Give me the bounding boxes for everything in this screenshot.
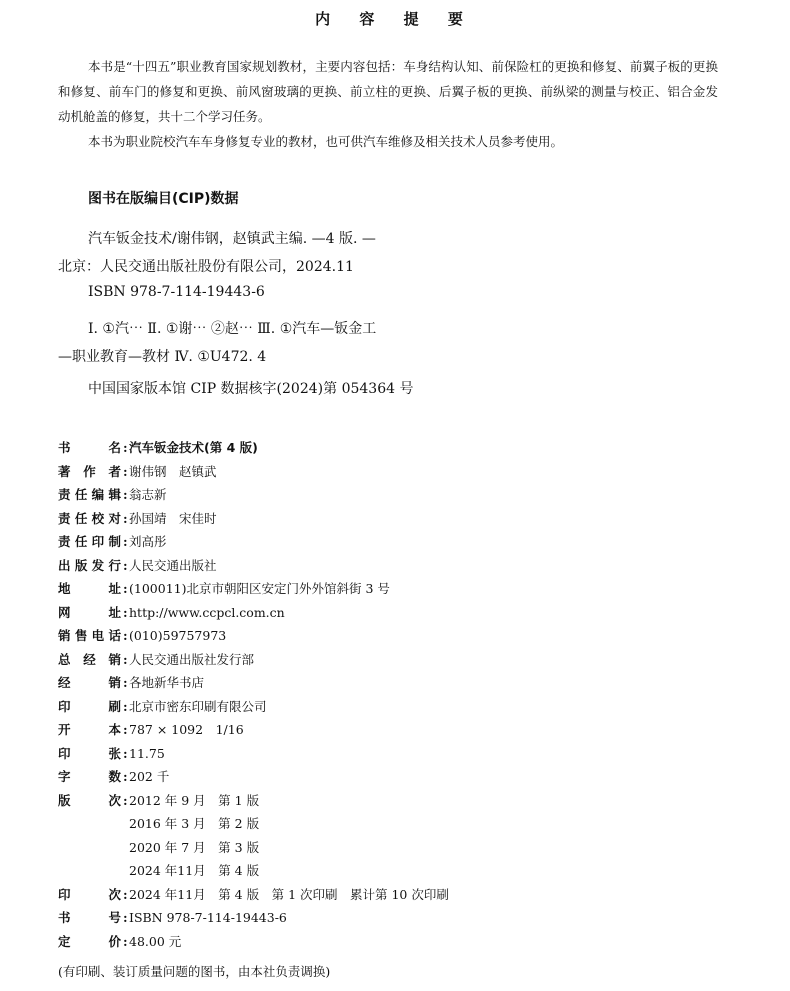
info-value: 48.00 元 [129,933,182,949]
info-value: 2012 年 9 月 第 1 版 [129,792,260,808]
summary-paragraph-1: 本书是“十四五”职业教育国家规划教材，主要内容包括：车身结构认知、前保险杠的更换和修复、前翼子板的更换和修复、前车门的修复和更换、前风窗玻璃的更换、前立柱的更换、后翼子板的更换、前纵梁的测量与校正、铝合金发动机舱盖的修复，共十二个学习任务。 [58,59,718,124]
info-value: (010)59757973 [129,628,227,643]
edition-line: 2016 年 3 月 第 2 版 [129,816,260,831]
info-row-price: 定价 : 48.00 元 [58,930,738,954]
info-value: 北京市密东印刷有限公司 [129,698,267,714]
info-row-editor: 责任编辑 : 翁志新 [58,483,738,507]
edition-line: 2024 年11月 第 4 版 [129,863,260,878]
info-row-address: 地址 : (100011)北京市朝阳区安定门外外馆斜街 3 号 [58,577,738,601]
info-row-print-resp: 责任印制 : 刘高彤 [58,530,738,554]
info-label: 开本 [58,722,121,737]
summary-paragraph-2: 本书为职业院校汽车车身修复专业的教材，也可供汽车维修及相关技术人员参考使用。 [88,134,564,149]
quality-footnote: (有印刷、装订质量问题的图书，由本社负责调换) [58,964,331,979]
info-label: 书名 [58,440,121,455]
cip-line-3: ISBN 978-7-114-19443-6 [88,284,265,300]
info-row-book-name: 书名 : 汽车钣金技术(第 4 版) [58,436,738,460]
info-value: 2024 年11月 第 4 版 第 1 次印刷 累计第 10 次印刷 [129,886,449,902]
info-row-words: 字数 : 202 千 [58,765,738,789]
info-row-distributor: 总经销 : 人民交通出版社发行部 [58,648,738,672]
info-value: 11.75 [129,745,165,761]
info-label: 定价 [58,933,121,949]
info-row-proofread: 责任校对 : 孙国靖 宋佳时 [58,507,738,531]
info-label: 总经销 [58,651,121,667]
info-label: 印次 [58,886,121,902]
info-label: 字数 [58,769,121,784]
info-label: 责任编辑 [58,487,121,502]
info-row-publisher: 出版发行 : 人民交通出版社 [58,554,738,578]
info-value: ISBN 978-7-114-19443-6 [129,910,287,925]
info-row-edition: 版次 : 2012 年 9 月 第 1 版 [58,789,738,813]
info-value: 人民交通出版社 [129,557,217,573]
info-row-sheets: 印张 : 11.75 [58,742,738,766]
info-row-printer: 印刷 : 北京市密东印刷有限公司 [58,695,738,719]
info-label: 地址 [58,581,121,596]
page-title: 内 容 提 要 [315,10,475,28]
info-label: 印刷 [58,698,121,714]
info-row-website: 网址 : http://www.ccpcl.com.cn [58,601,738,625]
info-value: 刘高彤 [129,534,167,549]
info-row-phone: 销售电话 : (010)59757973 [58,624,738,648]
info-label: 责任校对 [58,510,121,526]
cip-line-6: 中国国家版本馆 CIP 数据核字(2024)第 054364 号 [88,381,414,397]
info-value: http://www.ccpcl.com.cn [129,604,285,620]
info-label: 网址 [58,604,121,620]
info-row-seller: 经销 : 各地新华书店 [58,671,738,695]
info-row-isbn: 书号 : ISBN 978-7-114-19443-6 [58,906,738,930]
cip-line-1: 汽车钣金技术/谢伟钢，赵镇武主编. —4 版. — [88,231,376,247]
info-value: 人民交通出版社发行部 [129,651,255,667]
cip-line-4: Ⅰ. ①汽⋯ Ⅱ. ①谢⋯ ②赵⋯ Ⅲ. ①汽车—钣金工 [88,321,377,337]
info-row-impression: 印次 : 2024 年11月 第 4 版 第 1 次印刷 累计第 10 次印刷 [58,883,738,907]
edition-line: 2020 年 7 月 第 3 版 [129,839,260,855]
info-value: 谢伟钢 赵镇武 [129,463,217,479]
info-value: (100011)北京市朝阳区安定门外外馆斜街 3 号 [129,581,390,596]
cip-line-5: —职业教育—教材 Ⅳ. ①U472. 4 [58,349,267,365]
info-row-format: 开本 : 787 × 1092 1/16 [58,718,738,742]
info-value: 787 × 1092 1/16 [129,722,244,737]
info-label: 印张 [58,745,121,761]
info-label: 版次 [58,792,121,808]
info-label: 经销 [58,675,121,690]
publication-info [58,436,738,953]
info-value: 汽车钣金技术(第 4 版) [129,440,258,455]
info-value: 孙国靖 宋佳时 [129,510,217,526]
cip-line-2: 北京：人民交通出版社股份有限公司，2024.11 [58,259,354,275]
info-value: 翁志新 [129,487,167,502]
info-value: 各地新华书店 [129,675,205,690]
info-label: 著作者 [58,463,121,479]
info-label: 书号 [58,910,121,925]
cip-heading: 图书在版编目(CIP)数据 [88,191,239,207]
info-row-author: 著作者 : 谢伟钢 赵镇武 [58,460,738,484]
info-label: 责任印制 [58,534,121,549]
summary-block [58,54,718,154]
info-label: 销售电话 [58,628,121,643]
info-value: 202 千 [129,769,170,784]
info-label: 出版发行 [58,557,121,573]
